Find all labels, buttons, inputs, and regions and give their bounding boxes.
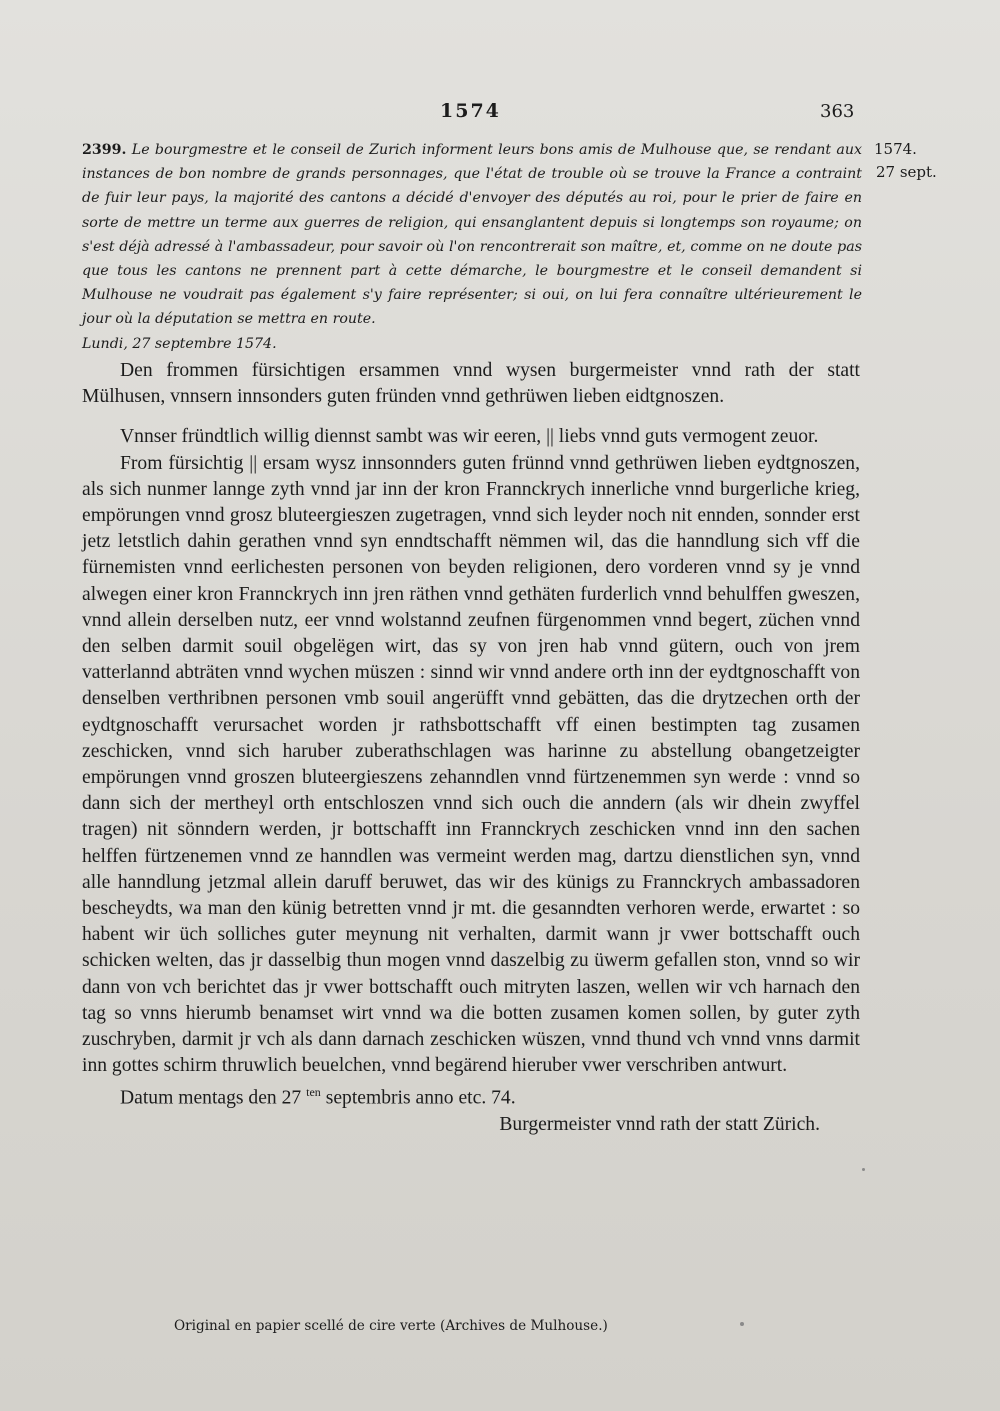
summary-text: Le bourgmestre et le conseil de Zurich informent leurs bons amis de Mulhouse que, se rendant aux instances de bon nombre de grands personnages, que l'état de trouble où se trouve la France a contraint de fuir leur pays, la majorité des cantons a décidé d'envoyer des députés au roi, pour le prier de faire en sorte de mettre un terme aux guerres de religion, qui ensanglantent depuis si longtemps son royaume; on s'est déjà adressé à l'ambassadeur, pour savoir où l'on rencontrerait son maître, et, comme on ne doute pas que tous les cantons ne prennent part à cette démarche, le bourgmestre et le conseil demandent si Mulhouse ne voudrait pas également s'y faire représenter; si oui, on lui fera connaître ultérieurement le jour où la députation se mettra en route. — [82, 142, 862, 328]
letter-signature: Burgermeister vnnd rath der statt Zürich. — [499, 1114, 820, 1136]
letter-text — [82, 358, 860, 1138]
margin-date: 27 sept. — [876, 163, 937, 181]
summary-date: Lundi, 27 septembre 1574. — [82, 335, 277, 352]
source-note: Original en papier scellé de cire verte (Archives de Mulhouse.) — [174, 1318, 608, 1334]
letter-body: From fürsichtig || ersam wysz innsonnders guten frünnd vnnd gethrüwen lieben eydtgnoszen, als sich nunmer lannge zyth vnnd jar inn der kron Frannckrych innerliche vnnd burgerliche krieg, empörungen vnnd grosz bluteergieszen zugetragen, vnnd sich leyder noch nit ennden, sonnder erst jetz letstlich dahin gerathen vnnd syn enndtschafft nëmmen wil, das die hanndlung sich vff die fürnemisten vnnd eerlichesten personen von beyden religionen, dero vorderen vnnd sy je vnnd alwegen einer kron Frannckrych inn jren räthen vnnd gethäten furderlich vnnd behulffen gweszen, vnnd allein derselben nutz, eer vnnd wolstannd zeufnen fürgenommen vnnd begert, züchen vnnd den selben darmit souil obgelëgen wirt, das sy von jren hab vnnd gütern, ouch von jrem vatterlannd abträten vnnd wychen müszen : sinnd wir vnnd andere orth inn der eydtgnoschafft von denselben verthribnen personen vmb souil angerüfft vnnd gebätten, das die drytzechen orth der eydtgnoschafft verursachet worden jr rathsbottschafft vff einen bestimpten tag zusamen zeschicken, vnnd sich haruber zuberathschlagen was harinne zu abstellung obangetzeigter empörungen vnnd groszen bluteergieszens zehanndlen vnnd fürtzenemmen syn werde : vnnd so dann sich der mertheyl orth entschloszen vnnd sich ouch die anndern (als wir dhein zwyffel tragen) nit sönndern werden, jr bottschafft inn Frannckrych zeschicken vnnd inn den sachen helffen fürtzenemen vnnd ze hanndlen was vermeint werden mag, dartzu dienstlichen syn, vnnd alle hanndlung jetzmal allein daruff beruwet, das wir des künigs zu Frannckrych ambassadoren bescheydts, wa man den künig betretten vnnd jr mt. die gesanndten verhoren werde, erwartet : so habent wir üch solliches guter meynung nit verhalten, darmit wann jr vwer bottschafft ouch schicken welten, das jr dasselbig thun mogen vnnd daszelbig zu üwerm gefallen ston, vnnd so wir dann von vch berichtet das jr vwer bottschafft ouch mitryten laszen, wellen wir vch harnach den tag so vnns hierumb benamset wirt vnnd wa die botten zusamen komen sollen, by guter zyth zuschryben, darmit jr vch als dann darnach zeschicken wüszen, vnnd thund vch vnnd vnns darmit inn gottes schirm thruwlich beuelchen, vnnd begärend hieruber vwer verschriben antwurt. — [82, 452, 860, 1077]
dating-prefix: Datum mentags den 27 — [120, 1088, 302, 1110]
header-year: 1574 — [440, 100, 501, 122]
french-summary — [82, 138, 862, 356]
ink-speck — [862, 1168, 865, 1171]
entry-number: 2399. — [82, 142, 127, 158]
ink-speck — [740, 1322, 744, 1326]
page-number: 363 — [820, 101, 855, 122]
summary-paragraph — [82, 138, 862, 332]
letter-address: Den frommen fürsichtigen ersammen vnnd wysen burgermeister vnnd rath der statt Mülhusen, vnnsern innsonders guten fründen vnnd gethrüwen lieben eidtgnoszen. — [82, 360, 860, 408]
dating-superscript: ten — [306, 1085, 321, 1100]
dating-suffix: septembris anno etc. 74. — [325, 1088, 516, 1110]
letter-greeting: Vnnser fründtlich willig diennst sambt was wir eeren, || liebs vnnd guts vermogent zeuor. — [120, 426, 819, 448]
margin-year: 1574. — [874, 140, 917, 158]
letter-dating — [82, 1079, 860, 1112]
